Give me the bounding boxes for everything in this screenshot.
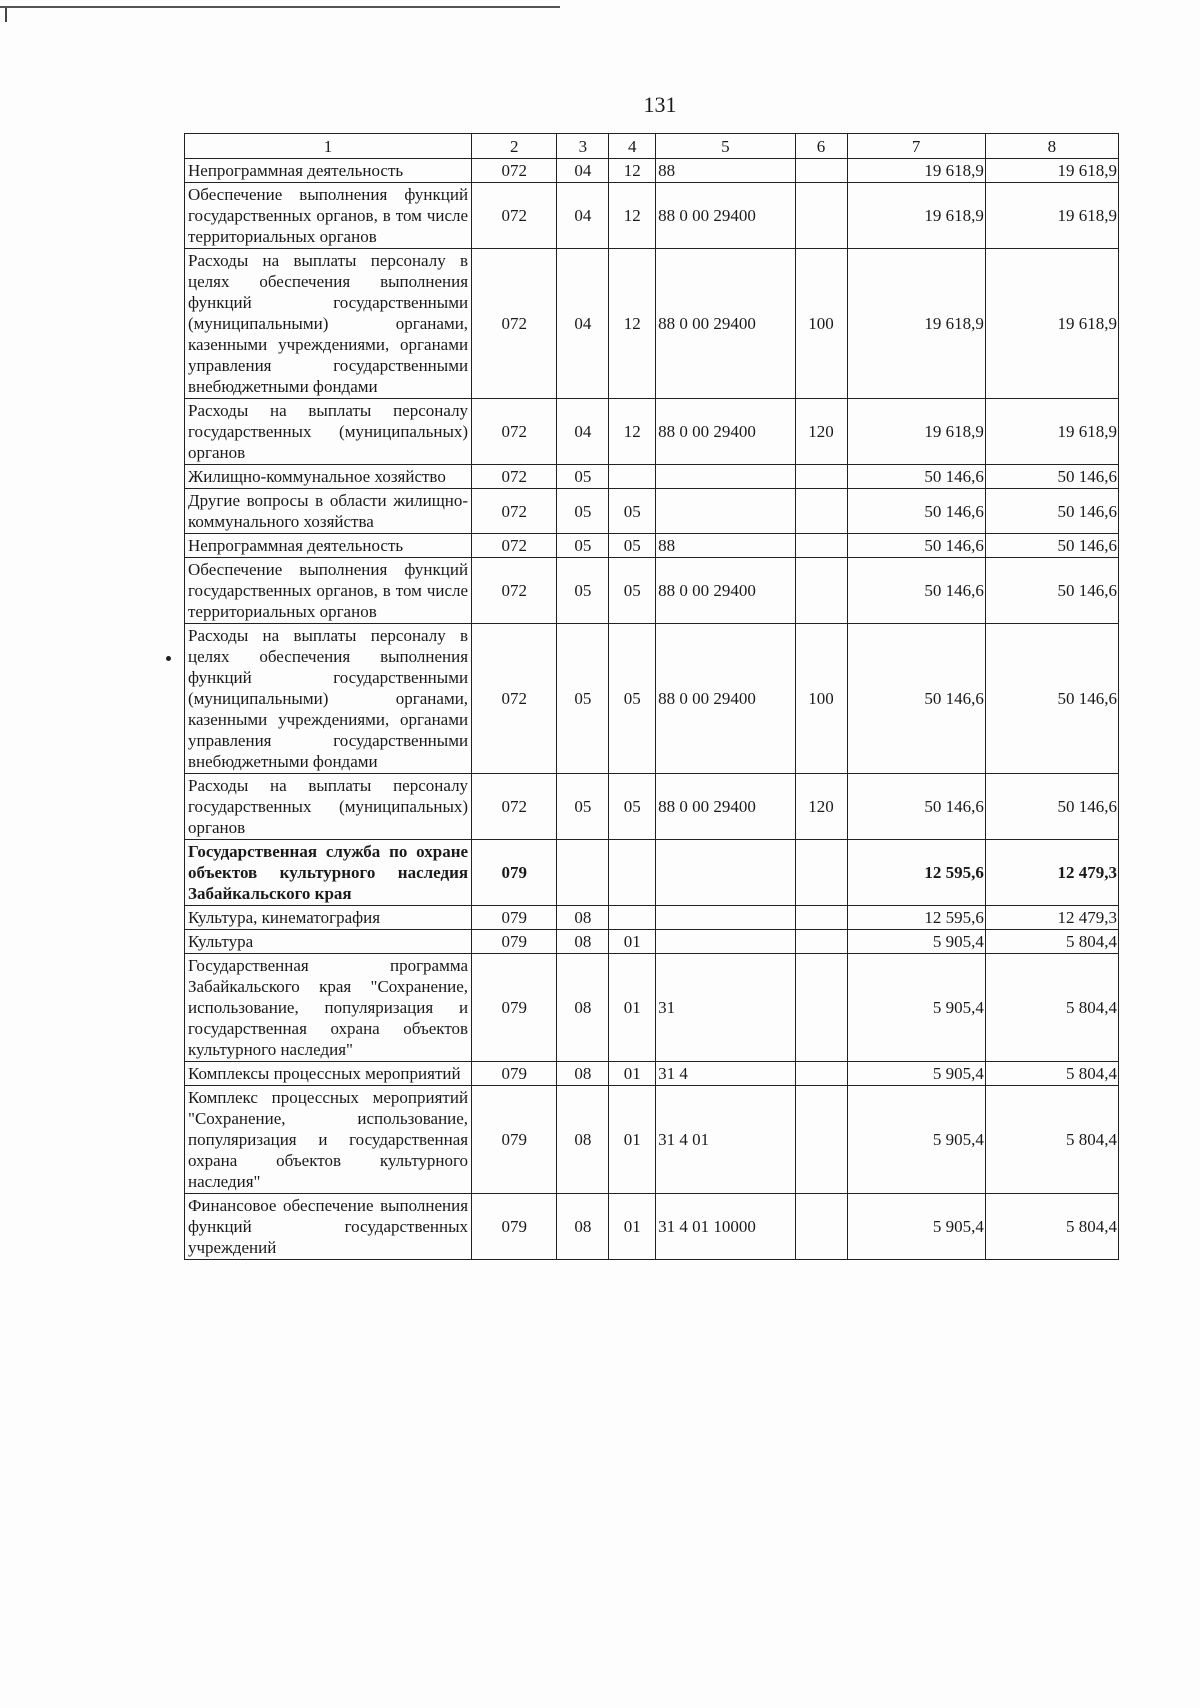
subsection-code-cell: 01 xyxy=(609,954,656,1062)
section-code-cell: 05 xyxy=(557,465,609,489)
amount-col7-cell: 50 146,6 xyxy=(847,624,985,774)
amount-col8-cell: 19 618,9 xyxy=(985,183,1118,249)
item-name-cell: Непрограммная деятельность xyxy=(185,534,472,558)
expense-type-cell xyxy=(795,465,847,489)
subsection-code-cell xyxy=(609,465,656,489)
expense-type-cell xyxy=(795,954,847,1062)
ministry-code-cell: 072 xyxy=(472,183,557,249)
ministry-code-cell: 072 xyxy=(472,534,557,558)
section-code-cell: 04 xyxy=(557,159,609,183)
section-code-cell: 08 xyxy=(557,1194,609,1260)
ministry-code-cell: 072 xyxy=(472,624,557,774)
amount-col8-cell: 50 146,6 xyxy=(985,624,1118,774)
section-code-cell: 08 xyxy=(557,954,609,1062)
amount-col7-cell: 50 146,6 xyxy=(847,534,985,558)
expense-type-cell xyxy=(795,534,847,558)
table-row xyxy=(185,183,1119,249)
target-article-cell xyxy=(656,489,795,534)
target-article-cell xyxy=(656,906,795,930)
header-cell-6: 6 xyxy=(795,134,847,159)
section-code-cell: 05 xyxy=(557,534,609,558)
header-cell-8: 8 xyxy=(985,134,1118,159)
header-cell-5: 5 xyxy=(656,134,795,159)
ministry-code-cell: 079 xyxy=(472,1062,557,1086)
ministry-code-cell: 079 xyxy=(472,840,557,906)
amount-col8-cell: 5 804,4 xyxy=(985,930,1118,954)
item-name-cell: Финансовое обеспечение выполнения функций государственных учреждений xyxy=(185,1194,472,1260)
section-code-cell: 04 xyxy=(557,249,609,399)
subsection-code-cell xyxy=(609,906,656,930)
section-code-cell: 05 xyxy=(557,489,609,534)
table-row xyxy=(185,1062,1119,1086)
scan-border-tick xyxy=(5,8,7,22)
budget-table xyxy=(184,133,1119,1260)
section-code-cell: 08 xyxy=(557,906,609,930)
amount-col8-cell: 5 804,4 xyxy=(985,1062,1118,1086)
header-cell-3: 3 xyxy=(557,134,609,159)
expense-type-cell xyxy=(795,558,847,624)
subsection-code-cell: 01 xyxy=(609,1062,656,1086)
expense-type-cell xyxy=(795,1194,847,1260)
item-name-cell: Расходы на выплаты персоналу в целях обеспечения выполнения функций государственными (муниципальными) органами, казенными учреждениями, органами управления государственными внебюджетными фондами xyxy=(185,249,472,399)
amount-col7-cell: 50 146,6 xyxy=(847,489,985,534)
table-row xyxy=(185,624,1119,774)
subsection-code-cell: 01 xyxy=(609,1194,656,1260)
expense-type-cell xyxy=(795,1062,847,1086)
target-article-cell: 31 xyxy=(656,954,795,1062)
subsection-code-cell: 05 xyxy=(609,534,656,558)
expense-type-cell xyxy=(795,930,847,954)
subsection-code-cell: 01 xyxy=(609,1086,656,1194)
target-article-cell: 88 0 00 29400 xyxy=(656,624,795,774)
table-row xyxy=(185,1086,1119,1194)
amount-col8-cell: 19 618,9 xyxy=(985,159,1118,183)
target-article-cell: 88 0 00 29400 xyxy=(656,249,795,399)
expense-type-cell: 100 xyxy=(795,249,847,399)
ministry-code-cell: 072 xyxy=(472,249,557,399)
amount-col8-cell: 5 804,4 xyxy=(985,1086,1118,1194)
amount-col7-cell: 19 618,9 xyxy=(847,249,985,399)
table-row xyxy=(185,840,1119,906)
amount-col8-cell: 19 618,9 xyxy=(985,399,1118,465)
table-body xyxy=(185,134,1119,1260)
header-cell-7: 7 xyxy=(847,134,985,159)
ministry-code-cell: 079 xyxy=(472,906,557,930)
item-name-cell: Государственная служба по охране объектов культурного наследия Забайкальского края xyxy=(185,840,472,906)
section-code-cell: 05 xyxy=(557,624,609,774)
amount-col8-cell: 5 804,4 xyxy=(985,954,1118,1062)
expense-type-cell: 100 xyxy=(795,624,847,774)
section-code-cell: 04 xyxy=(557,183,609,249)
section-code-cell: 08 xyxy=(557,930,609,954)
amount-col7-cell: 50 146,6 xyxy=(847,774,985,840)
ministry-code-cell: 072 xyxy=(472,159,557,183)
expense-type-cell xyxy=(795,1086,847,1194)
amount-col7-cell: 12 595,6 xyxy=(847,906,985,930)
expense-type-cell: 120 xyxy=(795,774,847,840)
header-cell-2: 2 xyxy=(472,134,557,159)
amount-col8-cell: 50 146,6 xyxy=(985,489,1118,534)
amount-col7-cell: 50 146,6 xyxy=(847,465,985,489)
item-name-cell: Обеспечение выполнения функций государственных органов, в том числе территориальных органов xyxy=(185,558,472,624)
item-name-cell: Обеспечение выполнения функций государственных органов, в том числе территориальных органов xyxy=(185,183,472,249)
expense-type-cell: 120 xyxy=(795,399,847,465)
amount-col7-cell: 50 146,6 xyxy=(847,558,985,624)
section-code-cell: 08 xyxy=(557,1062,609,1086)
item-name-cell: Комплекс процессных мероприятий "Сохранение, использование, популяризация и государственная охрана объектов культурного наследия" xyxy=(185,1086,472,1194)
amount-col8-cell: 50 146,6 xyxy=(985,558,1118,624)
amount-col7-cell: 5 905,4 xyxy=(847,1086,985,1194)
item-name-cell: Культура xyxy=(185,930,472,954)
item-name-cell: Другие вопросы в области жилищно-коммунального хозяйства xyxy=(185,489,472,534)
section-code-cell: 05 xyxy=(557,558,609,624)
amount-col7-cell: 19 618,9 xyxy=(847,159,985,183)
table-row xyxy=(185,534,1119,558)
ministry-code-cell: 072 xyxy=(472,465,557,489)
expense-type-cell xyxy=(795,489,847,534)
amount-col7-cell: 5 905,4 xyxy=(847,1194,985,1260)
subsection-code-cell: 05 xyxy=(609,489,656,534)
item-name-cell: Расходы на выплаты персоналу государственных (муниципальных) органов xyxy=(185,399,472,465)
ministry-code-cell: 079 xyxy=(472,930,557,954)
expense-type-cell xyxy=(795,183,847,249)
target-article-cell: 88 0 00 29400 xyxy=(656,399,795,465)
amount-col8-cell: 50 146,6 xyxy=(985,534,1118,558)
item-name-cell: Государственная программа Забайкальского края "Сохранение, использование, популяризация и государственная охрана объектов культурного наследия" xyxy=(185,954,472,1062)
header-cell-1: 1 xyxy=(185,134,472,159)
target-article-cell xyxy=(656,930,795,954)
item-name-cell: Непрограммная деятельность xyxy=(185,159,472,183)
amount-col7-cell: 19 618,9 xyxy=(847,183,985,249)
subsection-code-cell: 12 xyxy=(609,183,656,249)
item-name-cell: Культура, кинематография xyxy=(185,906,472,930)
amount-col7-cell: 5 905,4 xyxy=(847,954,985,1062)
scan-speck xyxy=(166,656,171,661)
item-name-cell: Комплексы процессных мероприятий xyxy=(185,1062,472,1086)
ministry-code-cell: 072 xyxy=(472,774,557,840)
subsection-code-cell: 12 xyxy=(609,159,656,183)
amount-col7-cell: 12 595,6 xyxy=(847,840,985,906)
subsection-code-cell: 12 xyxy=(609,249,656,399)
amount-col8-cell: 5 804,4 xyxy=(985,1194,1118,1260)
expense-type-cell xyxy=(795,840,847,906)
target-article-cell: 88 xyxy=(656,534,795,558)
amount-col8-cell: 12 479,3 xyxy=(985,840,1118,906)
ministry-code-cell: 079 xyxy=(472,1086,557,1194)
table-row xyxy=(185,249,1119,399)
section-code-cell: 04 xyxy=(557,399,609,465)
table-row xyxy=(185,774,1119,840)
item-name-cell: Расходы на выплаты персоналу в целях обеспечения выполнения функций государственными (муниципальными) органами, казенными учреждениями, органами управления государственными внебюджетными фондами xyxy=(185,624,472,774)
table-row xyxy=(185,465,1119,489)
scan-border-line xyxy=(0,6,560,8)
amount-col8-cell: 12 479,3 xyxy=(985,906,1118,930)
table-header-row xyxy=(185,134,1119,159)
subsection-code-cell: 12 xyxy=(609,399,656,465)
ministry-code-cell: 072 xyxy=(472,489,557,534)
expense-type-cell xyxy=(795,159,847,183)
table-row xyxy=(185,558,1119,624)
table-row xyxy=(185,906,1119,930)
page-number: 131 xyxy=(643,92,677,117)
ministry-code-cell: 072 xyxy=(472,558,557,624)
subsection-code-cell: 05 xyxy=(609,624,656,774)
subsection-code-cell: 05 xyxy=(609,774,656,840)
item-name-cell: Жилищно-коммунальное хозяйство xyxy=(185,465,472,489)
header-cell-4: 4 xyxy=(609,134,656,159)
table-row xyxy=(185,399,1119,465)
table-row xyxy=(185,489,1119,534)
target-article-cell: 88 xyxy=(656,159,795,183)
table-row xyxy=(185,930,1119,954)
target-article-cell xyxy=(656,465,795,489)
expense-type-cell xyxy=(795,906,847,930)
subsection-code-cell: 05 xyxy=(609,558,656,624)
table-row xyxy=(185,954,1119,1062)
table-row xyxy=(185,1194,1119,1260)
target-article-cell xyxy=(656,840,795,906)
amount-col7-cell: 5 905,4 xyxy=(847,930,985,954)
subsection-code-cell xyxy=(609,840,656,906)
target-article-cell: 31 4 01 xyxy=(656,1086,795,1194)
amount-col8-cell: 50 146,6 xyxy=(985,774,1118,840)
target-article-cell: 31 4 01 10000 xyxy=(656,1194,795,1260)
target-article-cell: 88 0 00 29400 xyxy=(656,558,795,624)
section-code-cell xyxy=(557,840,609,906)
amount-col7-cell: 5 905,4 xyxy=(847,1062,985,1086)
amount-col8-cell: 50 146,6 xyxy=(985,465,1118,489)
subsection-code-cell: 01 xyxy=(609,930,656,954)
section-code-cell: 08 xyxy=(557,1086,609,1194)
target-article-cell: 88 0 00 29400 xyxy=(656,183,795,249)
section-code-cell: 05 xyxy=(557,774,609,840)
table-row xyxy=(185,159,1119,183)
ministry-code-cell: 072 xyxy=(472,399,557,465)
ministry-code-cell: 079 xyxy=(472,1194,557,1260)
target-article-cell: 31 4 xyxy=(656,1062,795,1086)
amount-col8-cell: 19 618,9 xyxy=(985,249,1118,399)
ministry-code-cell: 079 xyxy=(472,954,557,1062)
amount-col7-cell: 19 618,9 xyxy=(847,399,985,465)
item-name-cell: Расходы на выплаты персоналу государственных (муниципальных) органов xyxy=(185,774,472,840)
target-article-cell: 88 0 00 29400 xyxy=(656,774,795,840)
